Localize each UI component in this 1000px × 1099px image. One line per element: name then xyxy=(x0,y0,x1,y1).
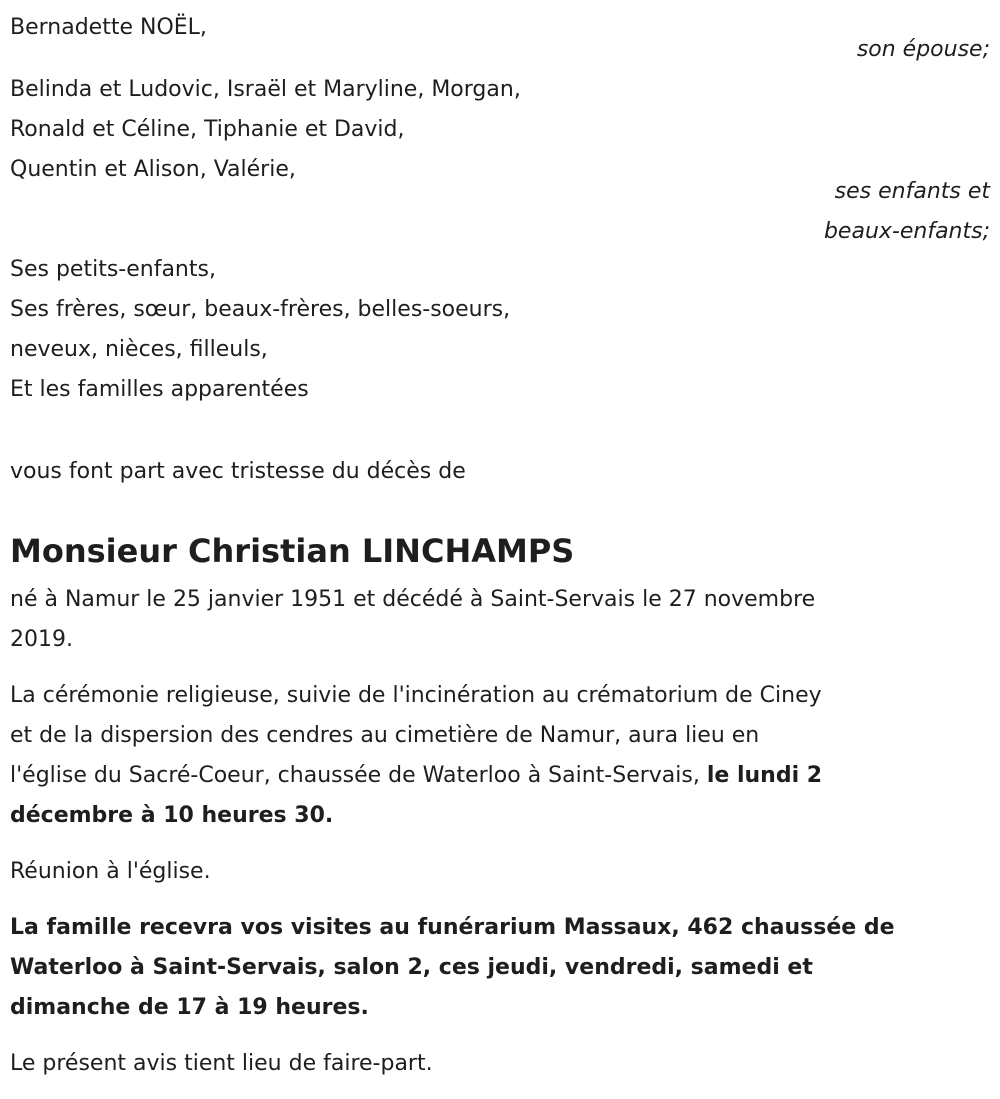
ceremony-line: et de la dispersion des cendres au cimetière de Namur, aura lieu en xyxy=(10,723,760,748)
ceremony-paragraph xyxy=(10,676,990,836)
children-role-line: ses enfants et xyxy=(834,179,990,204)
children-role xyxy=(10,172,990,252)
ceremony-text: l'église du Sacré-Coeur, chaussée de Waterloo à Saint-Servais, xyxy=(10,763,707,788)
visits-line: Waterloo à Saint-Servais, salon 2, ces jeudi, vendredi, samedi et xyxy=(10,955,813,980)
announcement xyxy=(10,452,990,492)
spouse-name-text: Bernadette NOËL, xyxy=(10,15,207,40)
ceremony-line xyxy=(10,756,990,796)
children-line: Ronald et Céline, Tiphanie et David, xyxy=(10,117,405,142)
meeting-note xyxy=(10,852,990,892)
visits-line: dimanche de 17 à 19 heures. xyxy=(10,995,369,1020)
family-line: Et les familles apparentées xyxy=(10,377,309,402)
children-line: Quentin et Alison, Valérie, xyxy=(10,157,296,182)
visits-line: La famille recevra vos visites au funérarium Massaux, 462 chaussée de xyxy=(10,915,895,940)
announcement-text: vous font part avec tristesse du décès de xyxy=(10,459,466,484)
ceremony-line xyxy=(10,796,990,836)
closing-note xyxy=(10,1044,990,1084)
children-line: Belinda et Ludovic, Israël et Maryline, Morgan, xyxy=(10,77,521,102)
visits-paragraph xyxy=(10,908,990,1028)
meeting-text: Réunion à l'église. xyxy=(10,859,211,884)
deceased-dates xyxy=(10,580,990,660)
dates-line: né à Namur le 25 janvier 1951 et décédé à Saint-Servais le 27 novembre xyxy=(10,587,816,612)
deceased-name: Monsieur Christian LINCHAMPS xyxy=(10,532,575,570)
spouse-role-text: son épouse; xyxy=(856,37,990,62)
family-line: neveux, nièces, filleuls, xyxy=(10,337,268,362)
family-line: Ses frères, sœur, beaux-frères, belles-soeurs, xyxy=(10,297,511,322)
dates-line: 2019. xyxy=(10,627,73,652)
ceremony-line: La cérémonie religieuse, suivie de l'incinération au crématorium de Ciney xyxy=(10,683,822,708)
family-line: Ses petits-enfants, xyxy=(10,257,216,282)
spouse-role xyxy=(10,30,990,70)
closing-text: Le présent avis tient lieu de faire-part. xyxy=(10,1051,433,1076)
children-role-line: beaux-enfants; xyxy=(823,219,990,244)
extended-family xyxy=(10,250,990,410)
ceremony-time: décembre à 10 heures 30. xyxy=(10,803,334,828)
ceremony-date: le lundi 2 xyxy=(706,763,823,788)
